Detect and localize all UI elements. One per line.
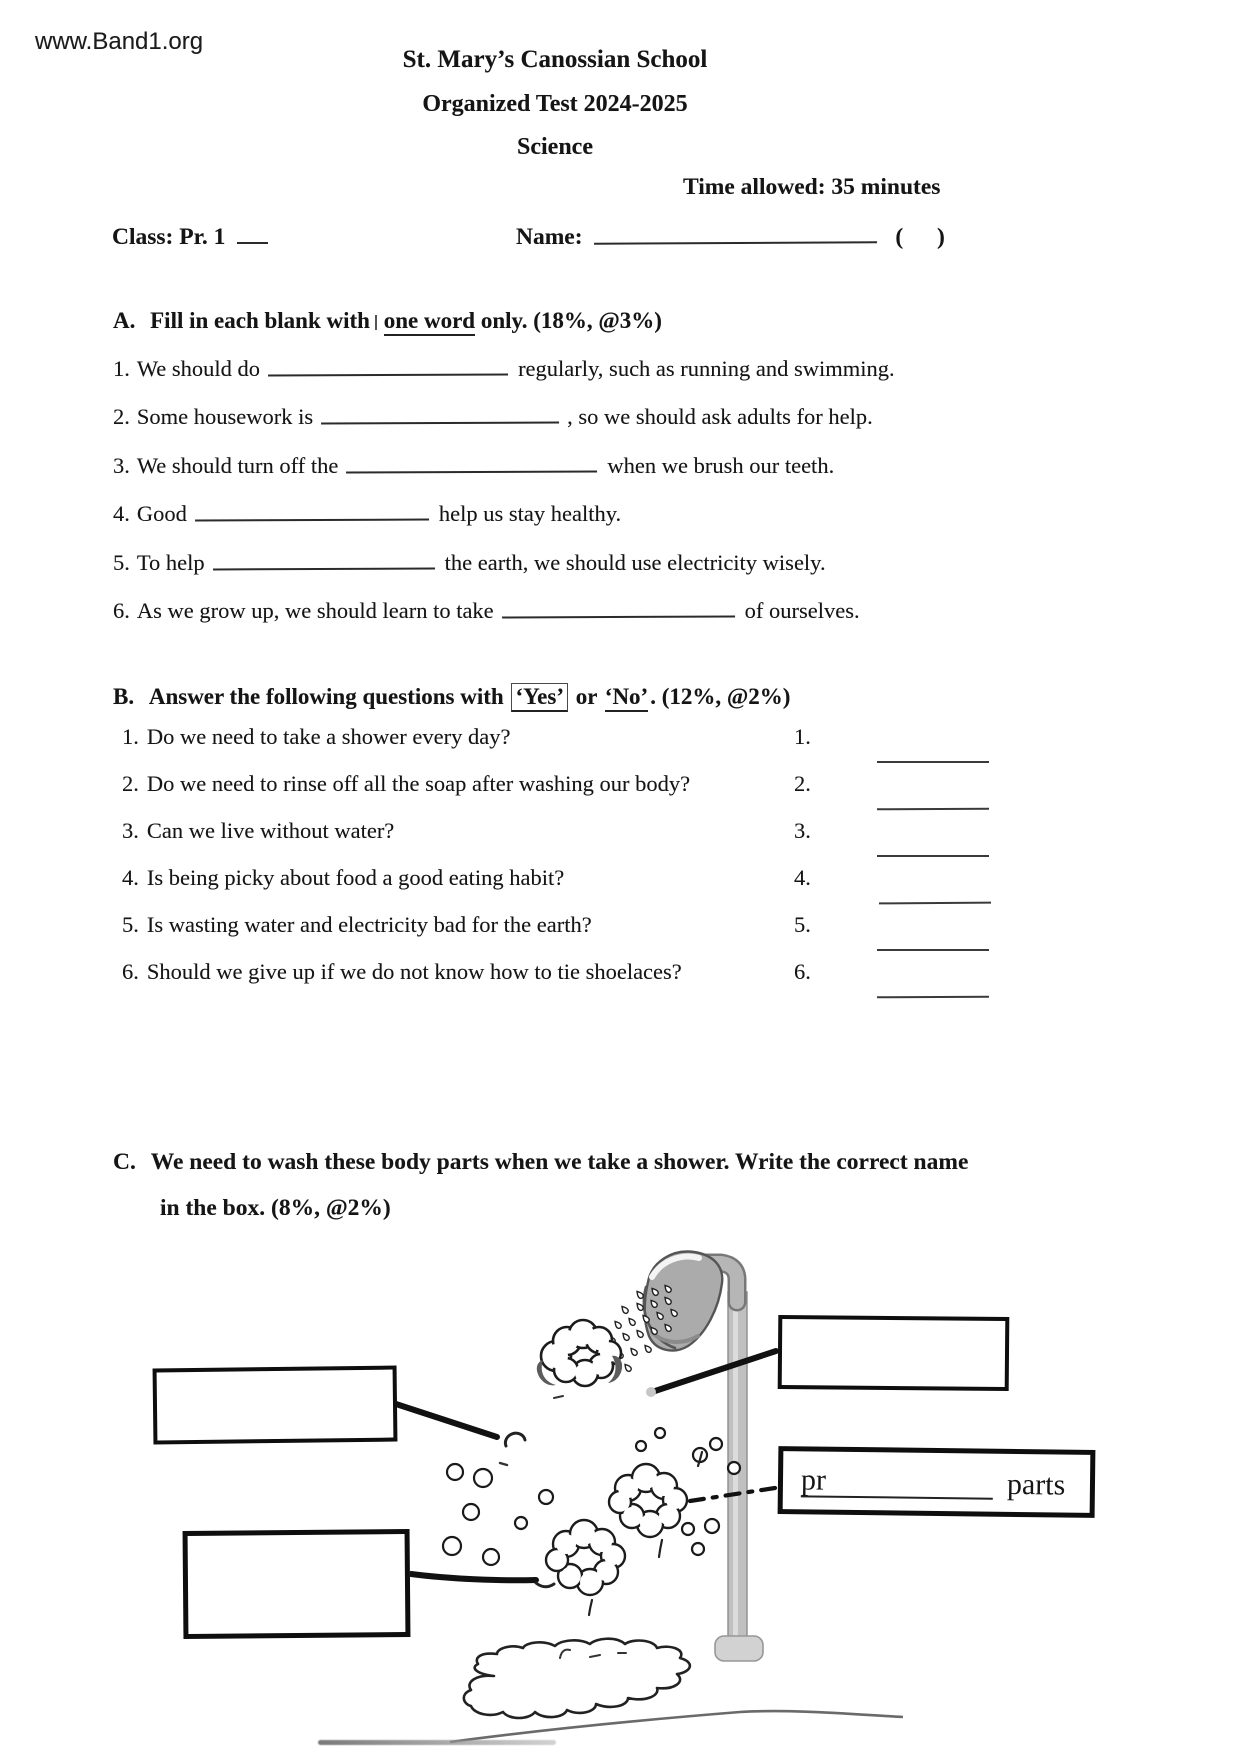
item-number: 6. (113, 598, 130, 623)
fill-blank-line[interactable] (213, 546, 435, 571)
steam-cloud-icon (537, 1320, 622, 1398)
question-text: Do we need to rinse off all the soap after washing our body? (146, 771, 691, 796)
fill-blank-item (113, 352, 895, 382)
section-a-title-pre: Fill in each blank with (150, 308, 370, 333)
question-row (122, 771, 1002, 797)
question-number: 6. (122, 959, 139, 984)
shower-base (715, 1636, 763, 1661)
answer-number: 2. (794, 771, 811, 796)
section-c-heading-line1 (113, 1149, 968, 1176)
item-text-post: regularly, such as running and swimming. (518, 356, 895, 381)
question-text: Is being picky about food a good eating habit? (146, 865, 565, 890)
question-row (122, 818, 1002, 844)
private-parts-label-box[interactable] (778, 1446, 1096, 1518)
question-number: 2. (122, 771, 139, 796)
section-b-label: B. (113, 684, 135, 709)
fill-blank-line[interactable] (195, 496, 429, 521)
pointer-line-left-bottom (411, 1574, 536, 1580)
answer-number: 6. (794, 959, 811, 984)
name-label: Name: (516, 224, 583, 250)
item-text-post: when we brush our teeth. (607, 453, 835, 478)
class-row (112, 220, 268, 251)
item-number: 2. (113, 404, 130, 429)
question-number: 3. (122, 818, 139, 843)
subject-title: Science (517, 134, 593, 160)
item-text-pre: As we grow up, we should learn to take (136, 598, 494, 623)
watermark: www.Band1.org (35, 28, 204, 55)
item-text-pre: We should do (136, 356, 261, 381)
section-c-heading-line2: in the box. (8%, @2%) (160, 1195, 391, 1221)
school-title: St. Mary’s Canossian School (402, 46, 708, 73)
pointer-curl (505, 1433, 525, 1446)
fill-blank-item (113, 400, 873, 430)
scan-smudge (318, 1740, 556, 1745)
answer-line[interactable] (877, 949, 989, 951)
label-box-top-right[interactable] (778, 1315, 1010, 1391)
scan-artifact-tick (375, 315, 377, 330)
class-blank[interactable] (237, 220, 268, 244)
answer-line[interactable] (877, 761, 989, 763)
item-number: 4. (113, 501, 130, 526)
test-title: Organized Test 2024-2025 (422, 91, 688, 117)
name-blank[interactable] (594, 219, 877, 244)
item-number: 1. (113, 356, 130, 381)
pr-blank-line[interactable] (801, 1465, 993, 1499)
fill-blank-line[interactable] (346, 448, 597, 473)
fill-blank-line[interactable] (268, 351, 508, 376)
section-a-heading (113, 308, 662, 334)
question-text: Should we give up if we do not know how to tie shoelaces? (146, 959, 682, 984)
answer-number: 1. (794, 724, 811, 749)
fill-blank-item (113, 594, 860, 624)
or-word: or (575, 684, 598, 709)
item-text-pre: We should turn off the (136, 453, 339, 478)
answer-line[interactable] (877, 808, 989, 811)
question-number: 4. (122, 865, 139, 890)
question-row (122, 912, 1002, 938)
section-b-heading (113, 684, 790, 710)
answer-line[interactable] (877, 855, 989, 857)
section-a-title-underlined: one word (384, 308, 475, 336)
question-number: 5. (122, 912, 139, 937)
answer-line[interactable] (879, 902, 991, 905)
section-a-label: A. (113, 308, 136, 333)
label-box-left-top[interactable] (153, 1366, 398, 1445)
foam-cluster-icon (546, 1452, 702, 1615)
question-text: Is wasting water and electricity bad for the earth? (146, 912, 592, 937)
question-row (122, 724, 1002, 750)
time-allowed: Time allowed: 35 minutes (683, 174, 941, 200)
pointer-line-left-top (396, 1404, 497, 1437)
answer-number: 5. (794, 912, 811, 937)
fill-blank-item (113, 546, 826, 576)
puddle-icon (464, 1639, 690, 1718)
class-number-paren-close: ) (937, 224, 945, 250)
section-b-title-post: . (12%, @2%) (650, 684, 791, 709)
item-text-post: of ourselves. (744, 598, 860, 623)
yes-word: ‘Yes’ (511, 683, 568, 712)
fill-blank-line[interactable] (502, 593, 735, 618)
no-word: ‘No’ (605, 684, 648, 712)
section-c-label: C. (113, 1149, 136, 1175)
item-number: 5. (113, 550, 130, 575)
answer-number: 3. (794, 818, 811, 843)
label-box-left-bottom[interactable] (183, 1529, 411, 1639)
pointer-line-top-right (655, 1351, 776, 1391)
answer-number: 4. (794, 865, 811, 890)
question-row (122, 865, 1002, 891)
question-text: Can we live without water? (146, 818, 395, 843)
item-text-post: , so we should ask adults for help. (567, 404, 873, 429)
item-text-pre: To help (136, 550, 205, 575)
answer-line[interactable] (877, 996, 989, 999)
item-text-pre: Good (136, 501, 187, 526)
fill-blank-item (113, 449, 834, 479)
question-row (122, 959, 1002, 985)
question-number: 1. (122, 724, 139, 749)
item-text-pre: Some housework is (136, 404, 314, 429)
item-text-post: the earth, we should use electricity wisely. (444, 550, 826, 575)
pr-suffix: parts (1006, 1467, 1066, 1502)
class-number-paren-open: ( (895, 224, 904, 250)
pr-prefix: pr (800, 1463, 827, 1497)
section-b-title-pre: Answer the following questions with (148, 684, 504, 709)
section-c-title-line1: We need to wash these body parts when we take a shower. Write the correct name (150, 1149, 969, 1175)
item-number: 3. (113, 453, 130, 478)
item-text-post: help us stay healthy. (438, 501, 622, 526)
class-label: Class: Pr. 1 (112, 224, 226, 250)
section-a-title-post: only. (18%, @3%) (480, 308, 662, 333)
shower-head-icon (644, 1252, 737, 1351)
question-text: Do we need to take a shower every day? (146, 724, 511, 749)
fill-blank-line[interactable] (321, 399, 559, 424)
pointer-line-soft-tip (646, 1387, 656, 1397)
name-row (516, 220, 945, 251)
fill-blank-item (113, 497, 621, 527)
